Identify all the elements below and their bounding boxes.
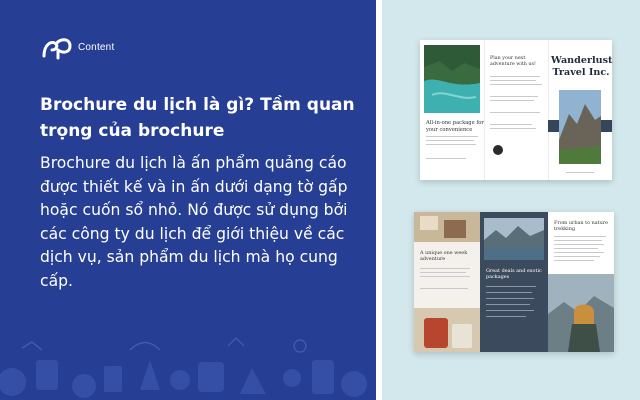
text-line xyxy=(554,244,604,245)
text-line xyxy=(554,260,594,261)
brochure-2-mid-title: Great deals and exotic packages xyxy=(486,268,542,280)
brochure-1-left-title: All-in-one package for your convenience xyxy=(426,120,484,133)
brochure-1-brand: Wanderlust Travel Inc. xyxy=(551,55,613,78)
brochure-mockup-1 xyxy=(420,40,612,180)
brand-mark-icon xyxy=(40,34,74,60)
logo xyxy=(40,34,114,60)
brochure-preview-panel xyxy=(382,0,640,400)
text-line xyxy=(554,248,598,249)
text-line xyxy=(420,268,470,269)
brochure-2-left-title: A unique one week adventure xyxy=(420,250,468,262)
text-line xyxy=(486,292,532,293)
brochure-mockup-2 xyxy=(414,212,614,352)
mountain-photo xyxy=(559,90,601,164)
text-line xyxy=(554,240,602,241)
logo-text: Content xyxy=(78,41,115,53)
fold-line xyxy=(484,40,485,180)
text-line xyxy=(554,236,606,237)
text-line xyxy=(490,124,532,125)
brochure-2-right-title: From urban to nature trekking xyxy=(554,220,608,232)
text-line xyxy=(554,252,604,253)
text-line xyxy=(490,100,534,101)
luggage-photo xyxy=(414,308,480,352)
text-line xyxy=(490,112,540,113)
text-line xyxy=(420,288,468,289)
text-line xyxy=(490,128,536,129)
traveler-photo xyxy=(548,274,614,352)
text-line xyxy=(490,84,542,85)
lake-photo xyxy=(484,218,544,260)
text-line xyxy=(426,144,476,145)
text-line xyxy=(426,136,478,137)
text-line xyxy=(486,316,526,317)
travel-doodles-decoration xyxy=(0,320,376,400)
text-line xyxy=(566,172,594,173)
text-line xyxy=(490,76,540,77)
text-line xyxy=(486,304,530,305)
map-photo xyxy=(414,212,480,242)
text-line xyxy=(490,96,538,97)
text-line xyxy=(420,276,470,277)
text-line xyxy=(426,140,474,141)
fold-line xyxy=(548,40,549,180)
text-line xyxy=(486,310,534,311)
brochure-1-mid-title: Plan your next adventure with us! xyxy=(490,56,536,67)
text-line xyxy=(486,298,534,299)
article-body: Brochure du lịch là ấn phẩm quảng cáo được thiết kế và in ấn dưới dạng tờ gấp hoặc cuốn sổ nhỏ. Nó được sử dụng bởi các công ty du lịch để giới thiệu về các dịch vụ, sản phẩm du lịch mà họ cung cấp. xyxy=(40,154,348,290)
qr-dot-icon xyxy=(492,144,504,156)
text-line xyxy=(554,256,600,257)
river-photo xyxy=(424,45,480,113)
article-headline: Brochure du lịch là gì? Tầm quan trọng của brochure xyxy=(40,95,355,141)
text-line xyxy=(486,286,536,287)
text-line xyxy=(420,272,466,273)
text-line xyxy=(426,158,466,159)
text-line xyxy=(490,80,536,81)
